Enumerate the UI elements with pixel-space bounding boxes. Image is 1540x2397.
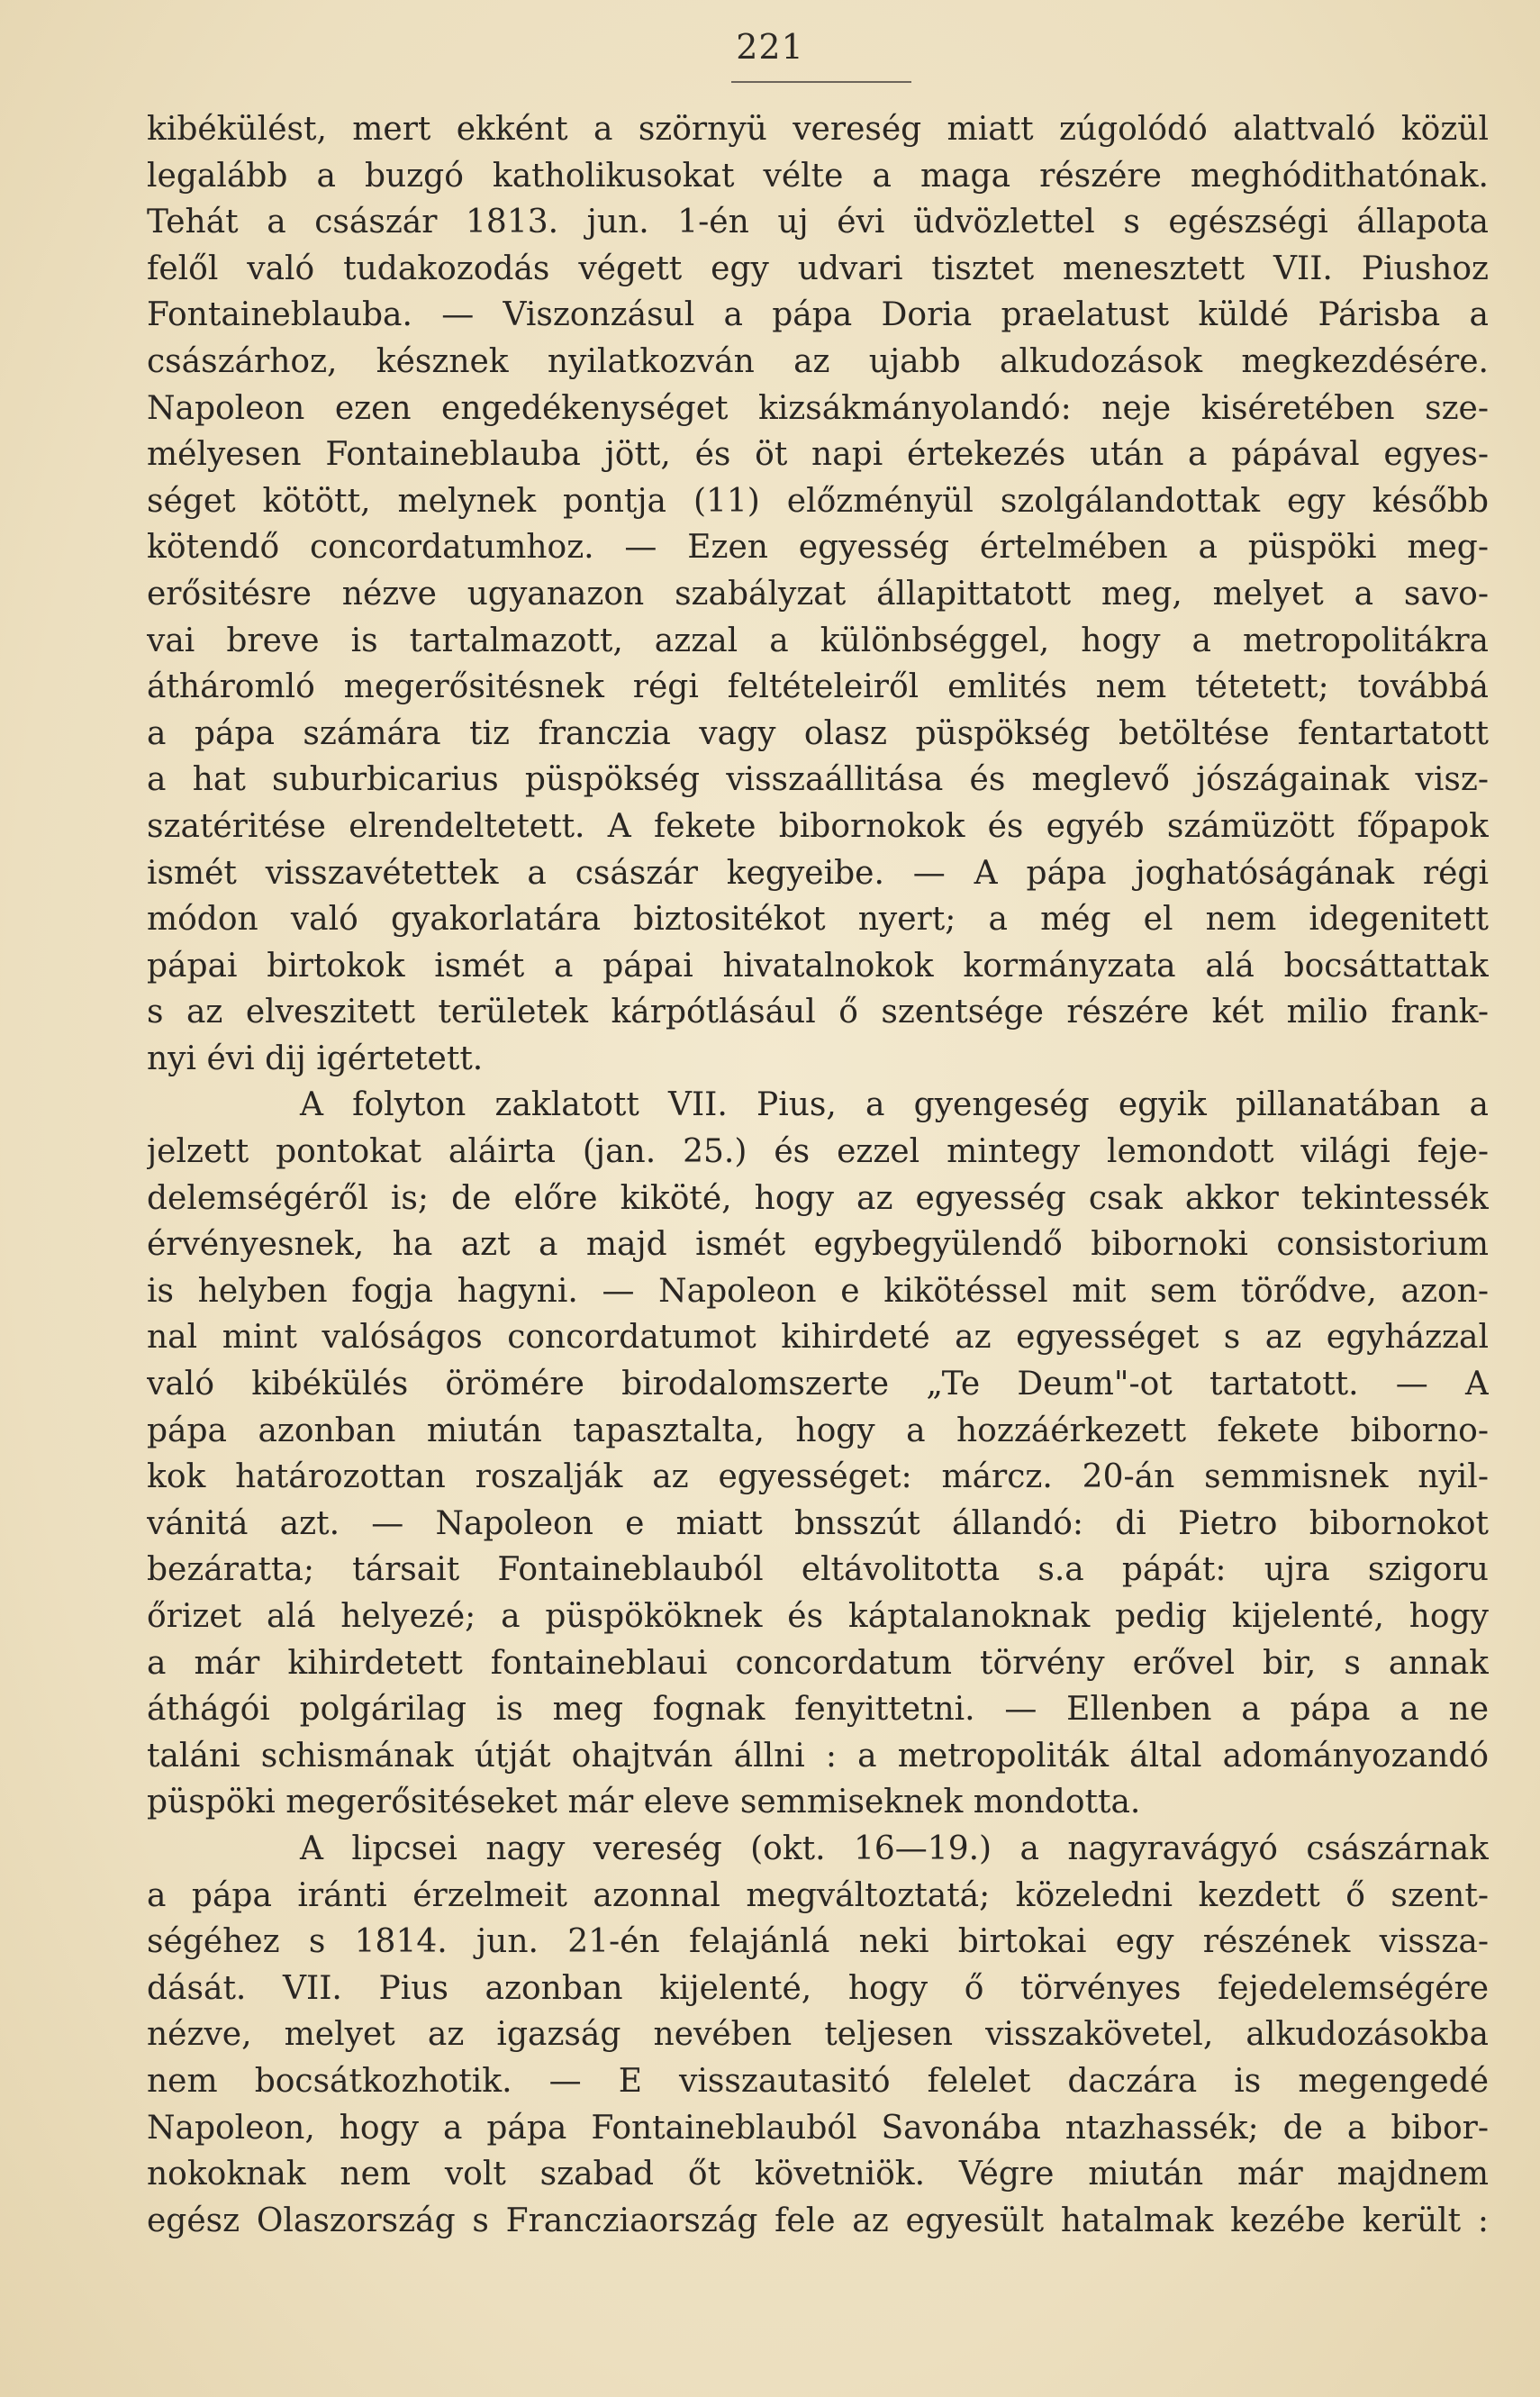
- body-text: [147, 106, 1489, 2244]
- text-line: pápai birtokok ismét a pápai hivatalnokok kormányzata alá bocsáttattak: [147, 947, 1489, 985]
- text-line: nem bocsátkozhotik. — E visszautasitó felelet daczára is megengedé: [147, 2062, 1489, 2100]
- text-line: dását. VII. Pius azonban kijelenté, hogy ő törvényes fejedelemségére: [147, 1969, 1489, 2007]
- text-line: nézve, melyet az igazság nevében teljesen visszakövetel, alkudozásokba: [147, 2016, 1489, 2054]
- text-line: mélyesen Fontaineblauba jött, és öt napi értekezés után a pápával egyes-: [147, 436, 1489, 474]
- text-line: kötendő concordatumhoz. — Ezen egyesség értelmében a püspöki meg-: [147, 529, 1489, 567]
- text-line: is helyben fogja hagyni. — Napoleon e kikötéssel mit sem törődve, azon-: [147, 1272, 1489, 1310]
- text-line: a pápa iránti érzelmeit azonnal megváltoztatá; közeledni kezdett ő szent-: [147, 1876, 1489, 1914]
- text-line: Fontaineblauba. — Viszonzásul a pápa Doria praelatust küldé Párisba a: [147, 296, 1489, 334]
- text-line: jelzett pontokat aláirta (jan. 25.) és ezzel mintegy lemondott világi feje-: [147, 1133, 1489, 1171]
- text-line: a már kihirdetett fontaineblaui concordatum törvény erővel bir, s annak: [147, 1644, 1489, 1682]
- paragraph-start-line: A lipcsei nagy vereség (okt. 16—19.) a nagyravágyó császárnak: [300, 1830, 1489, 1867]
- text-line: kok határozottan roszalják az egyességet: márcz. 20-án semmisnek nyil-: [147, 1458, 1489, 1496]
- text-line: séget kötött, melynek pontja (11) előzményül szolgálandottak egy később: [147, 482, 1489, 520]
- text-line: legalább a buzgó katholikusokat vélte a maga részére meghódithatónak.: [147, 157, 1489, 195]
- text-line: ismét visszavétettek a császár kegyeibe. — A pápa joghatóságának régi: [147, 854, 1489, 892]
- text-line: szatéritése elrendeltetett. A fekete bibornokok és egyéb számüzött főpapok: [147, 807, 1489, 845]
- text-line: taláni schismának útját ohajtván állni : a metropoliták által adományozandó: [147, 1737, 1489, 1775]
- text-line: nal mint valóságos concordatumot kihirdeté az egyességet s az egyházzal: [147, 1319, 1489, 1357]
- text-line: nyi évi dij igértetett.: [147, 1040, 484, 1077]
- text-line: módon való gyakorlatára biztositékot nyert; a még el nem idegenitett: [147, 901, 1489, 939]
- text-line: pápa azonban miután tapasztalta, hogy a hozzáérkezett fekete biborno-: [147, 1412, 1489, 1449]
- text-line: kibékülést, mert ekként a szörnyü vereség miatt zúgolódó alattvaló közül: [147, 111, 1489, 148]
- text-line: Napoleon ezen engedékenységet kizsákmányolandó: neje kiséretében sze-: [147, 389, 1489, 427]
- text-line: a hat suburbicarius püspökség visszaállitása és meglevő jószágainak visz-: [147, 761, 1489, 799]
- page-number: 221: [736, 27, 804, 67]
- text-line: s az elveszitett területek kárpótlásául ő szentsége részére két milio frank-: [147, 994, 1489, 1031]
- text-line: Napoleon, hogy a pápa Fontaineblauból Savonába ntazhassék; de a bibor-: [147, 2109, 1489, 2147]
- text-line: nokoknak nem volt szabad őt követniök. Végre miután már majdnem: [147, 2156, 1489, 2193]
- text-line: őrizet alá helyezé; a püspököknek és káptalanoknak pedig kijelenté, hogy: [147, 1598, 1489, 1635]
- text-line: vánitá azt. — Napoleon e miatt bnsszút állandó: di Pietro bibornokot: [147, 1504, 1489, 1542]
- header-rule: [731, 81, 911, 83]
- text-line: vai breve is tartalmazott, azzal a különbséggel, hogy a metropolitákra: [147, 622, 1489, 659]
- paragraph-start-line: A folyton zaklatott VII. Pius, a gyengeség egyik pillanatában a: [300, 1086, 1489, 1124]
- text-line: püspöki megerősitéseket már eleve semmiseknek mondotta.: [147, 1784, 1141, 1821]
- text-line: császárhoz, késznek nyilatkozván az ujabb alkudozások megkezdésére.: [147, 342, 1489, 380]
- text-line: erősitésre nézve ugyanazon szabályzat állapittatott meg, melyet a savo-: [147, 575, 1489, 613]
- text-line: áthágói polgárilag is meg fognak fenyittetni. — Ellenben a pápa a ne: [147, 1691, 1489, 1729]
- text-line: delemségéről is; de előre kiköté, hogy az egyesség csak akkor tekintessék: [147, 1179, 1489, 1217]
- text-line: egész Olaszország s Francziaország fele az egyesült hatalmak kezébe került :: [147, 2202, 1489, 2239]
- text-line: Tehát a császár 1813. jun. 1-én uj évi üdvözlettel s egészségi állapota: [147, 204, 1489, 241]
- text-line: a pápa számára tiz franczia vagy olasz püspökség betöltése fentartatott: [147, 714, 1489, 752]
- text-line: átháromló megerősitésnek régi feltételeiről emlités nem tétetett; továbbá: [147, 668, 1489, 706]
- text-line: ségéhez s 1814. jun. 21-én felajánlá neki birtokai egy részének vissza-: [147, 1923, 1489, 1961]
- text-line: felől való tudakozodás végett egy udvari tisztet menesztett VII. Piushoz: [147, 250, 1489, 287]
- text-line: bezáratta; társait Fontaineblauból eltávolitotta s.a pápát: ujra szigoru: [147, 1551, 1489, 1589]
- text-line: érvényesnek, ha azt a majd ismét egybegyülendő bibornoki consistorium: [147, 1226, 1489, 1264]
- text-line: való kibékülés örömére birodalomszerte „Te Deum"-ot tartatott. — A: [147, 1366, 1489, 1403]
